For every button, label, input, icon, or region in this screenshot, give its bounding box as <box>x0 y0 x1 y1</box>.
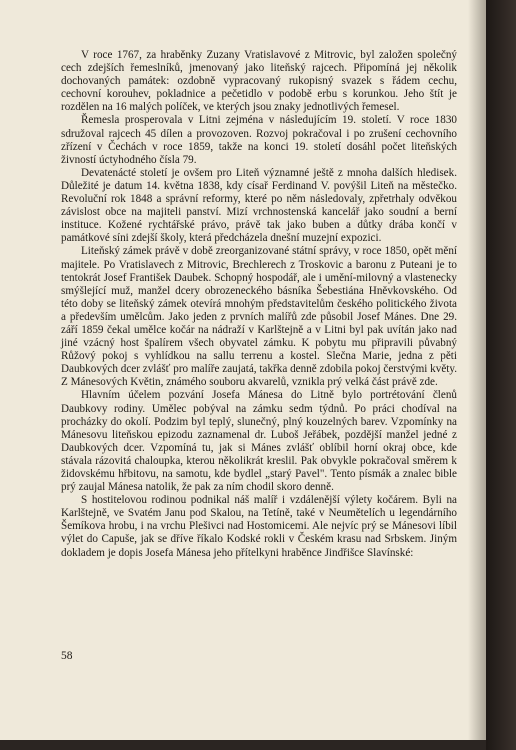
paragraph: Devatenácté století je ovšem pro Liteň významné ještě z mnoha dalších hledisek. Důležité je datum 14. května 1838, kdy císař Ferdinand V. povýšil Liteň na městečko. Revoluční rok 1848 a správní reformy, které po něm následovaly, zpřetrhaly odvěkou závislost obce na majiteli panství. Mizí vrchnostenská kancelář jako soudní a berní instituce. Kožené rychtářské právo, právě tak jako buben a důtky drába končí v památkové síni zdejší školy, která předcházela dnešní muzejní expozici. <box>61 166 457 245</box>
paragraph: S hostitelovou rodinou podnikal náš malíř i vzdálenější výlety kočárem. Byli na Karlštejně, ve Svatém Janu pod Skalou, na Tetíně, také v Neumětelích u legendárního Šemíkova hrobu, i na vrchu Plešivci nad Hostomicemi. Ale nejvíc prý se Mánesovi líbil výlet do Capuše, jak se dříve říkalo Kodské rokli v Českém krasu nad Srbskem. Jiným dokladem je dopis Josefa Mánesa jeho přítelkyni hraběnce Jindřišce Slavínské: <box>61 494 457 559</box>
paragraph: Hlavním účelem pozvání Josefa Mánesa do Litně bylo portrétování členů Daubkovy rodiny. Umělec pobýval na zámku sedm týdnů. Po práci chodíval na procházky do okolí. Podzim byl teplý, slunečný, plný kouzelných barev. Vzpomínky na Mánesovu liteňskou epizodu zaznamenal dr. Luboš Jeřábek, pozdější manžel jedné z Daubkových dcer. Vzpomíná tu, jak si Mánes zvlášť oblíbil horní okraj obce, kde stávala rázovitá chaloupka, kterou několikrát kreslil. Pak obvykle pokračoval směrem k židovskému hřbitovu, na samotu, kde bydlel „starý Pavel". Tento písmák a znalec bible prý zaujal Mánesa natolik, že pak za ním chodil skoro denně. <box>61 389 457 494</box>
body-text <box>61 49 457 560</box>
book-edge <box>486 0 516 750</box>
page-number: 58 <box>61 650 73 662</box>
paragraph: Liteňský zámek právě v době zreorganizované státní správy, v roce 1850, opět mění majitele. Po Vratislavech z Mitrovic, Brechlerech z Troskovic a baronu z Puteani je to tentokrát Josef František Daubek. Schopný hospodář, ale i umění-milovný a vlastenecky smýšlející muž, manžel dcery obrozeneckého básníka Šebestiána Hněvkovského. Od této doby se liteňský zámek otevírá mnohým představitelům českého politického života a především umělcům. Jako jeden z prvních malířů zde působil Josef Mánes. Dne 29. září 1859 čekal umělce kočár na nádraží v Karlštejně a v Litni byl pak uvítán jako nad jiné vzácný host špalírem všech obyvatel zámku. K pobytu mu připravili půvabný Růžový pokoj s vyhlídkou na sallu terrenu a kostel. Slečna Marie, jedna z pěti Daubkových dcer zvlášť pro malíře zaujatá, takřka denně zdobila pokoj čerstvými květy. Z Mánesových Květin, známého souboru akvarelů, vznikla prý velká část právě zde. <box>61 245 457 389</box>
paragraph: Řemesla prosperovala v Litni zejména v následujícím 19. století. V roce 1830 sdružoval rajcech 45 dílen a provozoven. Rozvoj pokračoval i po zrušení cechovního zřízení v Čechách v roce 1859, takže na konci 19. století dosáhl počet liteňských živností úctyhodného čísla 79. <box>61 114 457 166</box>
page-gutter-shadow <box>468 0 486 740</box>
paragraph: V roce 1767, za hraběnky Zuzany Vratislavové z Mitrovic, byl založen společný cech zdejších řemeslníků, jmenovaný jako liteňský rajcech. Připomíná jej několik dochovaných památek: ozdobně vypracovaný rukopisný svazek s řádem cechu, cechovní korouhev, pokladnice a pečetidlo v podobě erbu s korunkou. Jeho štít je rozdělen na 16 malých políček, ve kterých jsou znaky jednotlivých řemesel. <box>61 49 457 114</box>
